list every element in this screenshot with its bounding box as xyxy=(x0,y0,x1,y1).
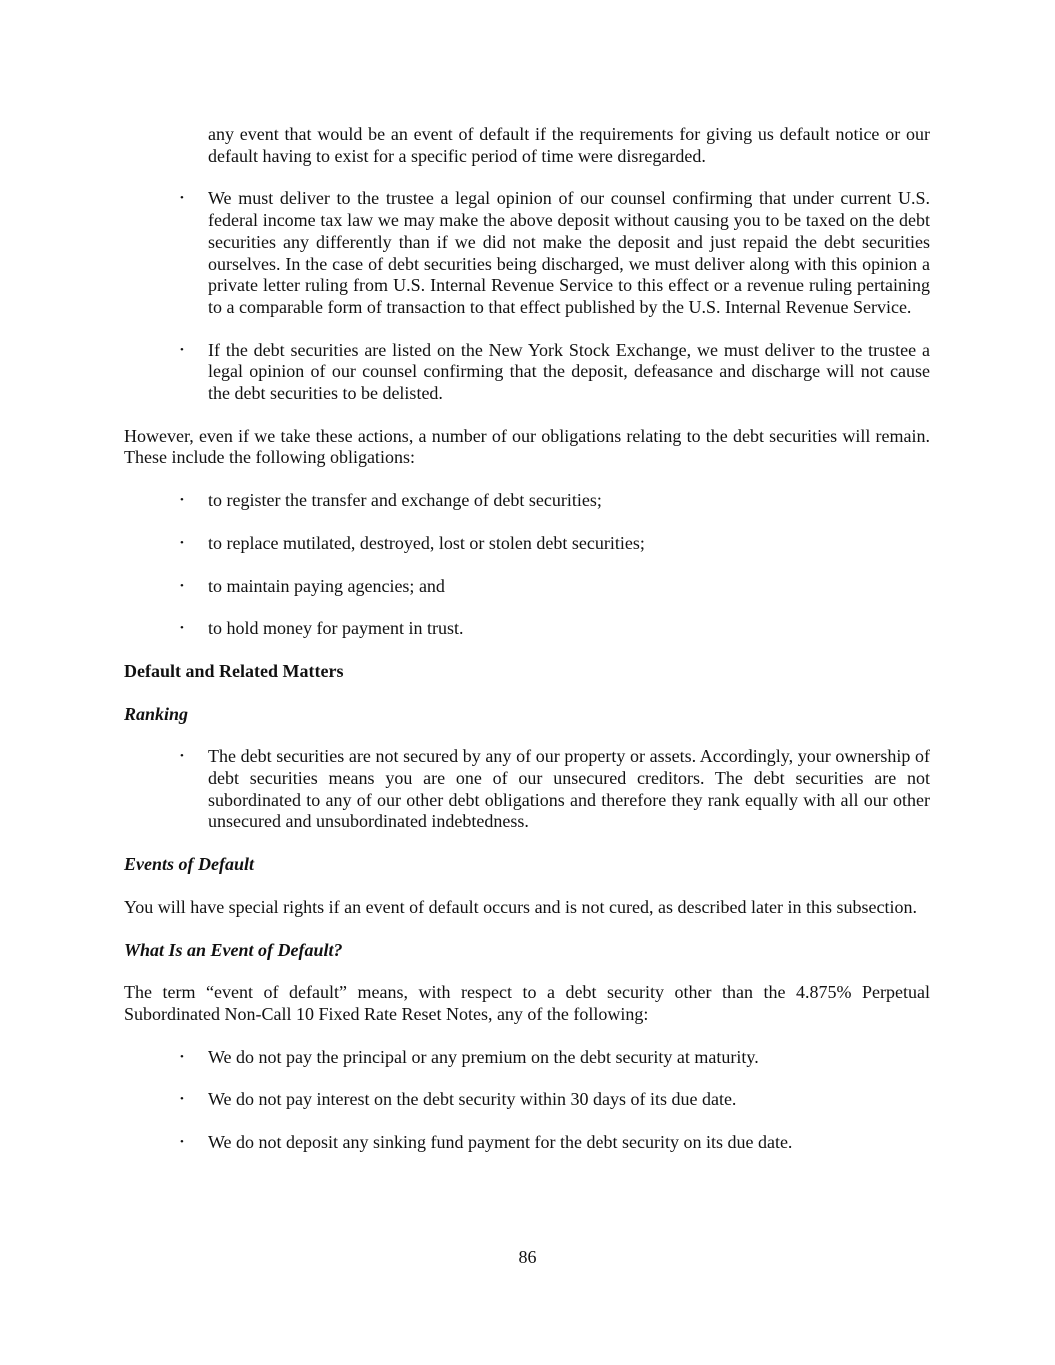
section-heading: Default and Related Matters xyxy=(124,660,344,681)
list-item-text: to replace mutilated, destroyed, lost or stolen debt securities; xyxy=(208,532,645,553)
what-is-event-paragraph: The term “event of default” means, with respect to a debt security other than the 4.875% Perpetual Subordinated Non-Call 10 Fixed Rate Reset Notes, any of the following: xyxy=(124,982,930,1024)
list-item-text: We must deliver to the trustee a legal opinion of our counsel confirming that under current U.S. federal income tax law we may make the above deposit without causing you to be taxed on the debt securities any differently than if we did not make the deposit and just repaid the debt securities ourselves. In the case of debt securities being discharged, we must deliver along with this opinion a private letter ruling from U.S. Internal Revenue Service to this effect or a revenue ruling pertaining to a comparable form of transaction to that effect published by the U.S. Internal Revenue Service. xyxy=(208,188,930,317)
list-item xyxy=(124,618,930,640)
remaining-obligations-list xyxy=(124,490,930,640)
continuation-paragraph: any event that would be an event of default if the requirements for giving us default notice or our default having to exist for a specific period of time were disregarded. xyxy=(208,124,930,166)
list-item xyxy=(124,188,930,318)
list-item-text: to hold money for payment in trust. xyxy=(208,618,464,639)
list-item-text: to maintain paying agencies; and xyxy=(208,575,445,596)
list-item xyxy=(124,1089,930,1111)
list-item-text: We do not pay the principal or any premium on the debt security at maturity. xyxy=(208,1046,759,1067)
list-item xyxy=(124,1047,930,1069)
list-item-text: We do not pay interest on the debt security within 30 days of its due date. xyxy=(208,1089,737,1110)
bullet-icon: • xyxy=(180,1093,184,1106)
defeasance-conditions-list xyxy=(124,188,930,404)
list-item xyxy=(124,490,930,512)
list-item xyxy=(124,1132,930,1154)
list-item-text: We do not deposit any sinking fund payment for the debt security on its due date. xyxy=(208,1132,793,1153)
bullet-icon: • xyxy=(180,750,184,763)
list-item xyxy=(124,746,930,833)
list-item xyxy=(124,340,930,405)
list-item xyxy=(124,576,930,598)
bullet-icon: • xyxy=(180,192,184,205)
events-of-default-paragraph: You will have special rights if an event of default occurs and is not cured, as described later in this subsection. xyxy=(124,896,917,917)
bullet-icon: • xyxy=(180,1136,184,1149)
events-of-default-heading: Events of Default xyxy=(124,854,254,875)
event-of-default-list xyxy=(124,1047,930,1154)
list-item-text: If the debt securities are listed on the New York Stock Exchange, we must deliver to the trustee a legal opinion of our counsel confirming that the deposit, defeasance and discharge will not cause the debt securities to be delisted. xyxy=(208,339,930,404)
what-is-event-heading: What Is an Event of Default? xyxy=(124,939,343,960)
page-number: 86 xyxy=(518,1247,537,1267)
bullet-icon: • xyxy=(180,494,184,507)
bullet-icon: • xyxy=(180,1050,184,1063)
list-item-text: The debt securities are not secured by any of our property or assets. Accordingly, your ownership of debt securities means you are one of our unsecured creditors. The debt securities are not subordinated to any of our other debt obligations and therefore they rank equally with all our other unsecured and unsubordinated indebtedness. xyxy=(208,746,930,832)
bullet-icon: • xyxy=(180,536,184,549)
bullet-icon: • xyxy=(180,579,184,592)
ranking-list xyxy=(124,746,930,833)
list-item-text: to register the transfer and exchange of debt securities; xyxy=(208,490,602,511)
remaining-obligations-intro: However, even if we take these actions, a number of our obligations relating to the debt securities will remain. These include the following obligations: xyxy=(124,425,930,468)
ranking-heading: Ranking xyxy=(124,703,189,724)
document-page xyxy=(124,124,930,1175)
bullet-icon: • xyxy=(180,622,184,635)
list-item xyxy=(124,533,930,555)
bullet-icon: • xyxy=(180,343,184,356)
